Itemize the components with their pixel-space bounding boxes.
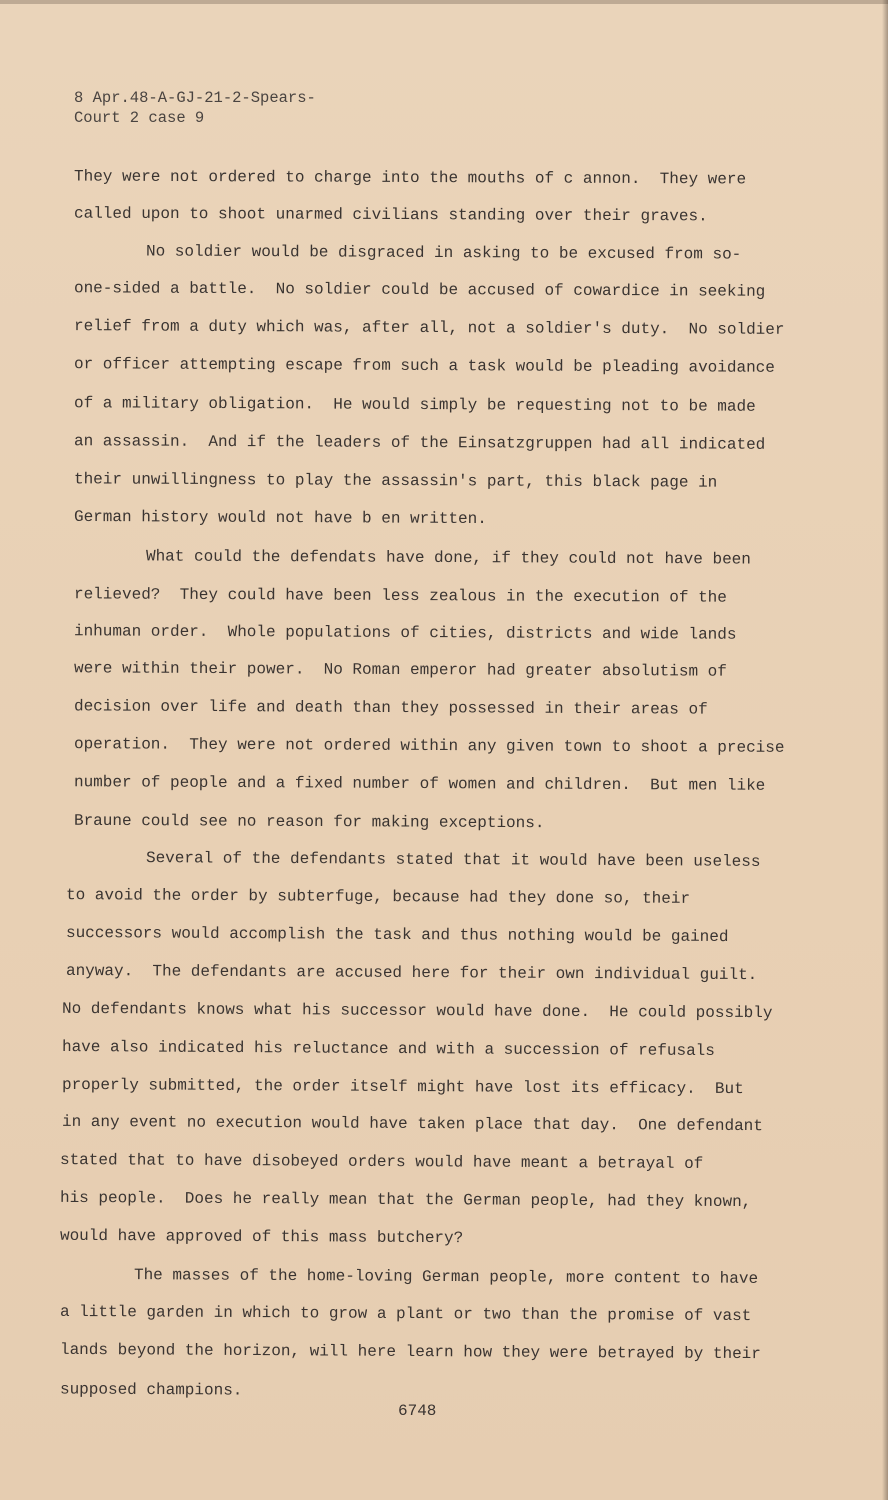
text-line: decision over life and death than they possessed in their areas of: [73, 697, 708, 719]
page-right-edge: [882, 0, 888, 1500]
text-line: No defendants knows what his successor would have done. He could possibly: [61, 999, 773, 1023]
text-line: lands beyond the horizon, will here learn how they were betrayed by their: [59, 1340, 761, 1364]
text-line: or officer attempting escape from such a task would be pleading avoidance: [73, 355, 775, 377]
text-line: were within their power. No Roman emperor had greater absolutism of: [73, 659, 727, 681]
text-line: Braune could see no reason for making exceptions.: [73, 811, 545, 833]
text-line: would have approved of this mass butchery?: [59, 1226, 464, 1248]
text-line: German history would not have b en written.: [73, 507, 487, 529]
text-line: to avoid the order by subterfuge, because had they done so, their: [65, 886, 691, 908]
text-line: have also indicated his reluctance and with a succession of refusals: [61, 1038, 715, 1060]
text-line: The masses of the home-loving German people, more content to have: [133, 1266, 759, 1288]
text-line: in any event no execution would have taken place that day. One defendant: [61, 1112, 763, 1136]
text-line: one-sided a battle. No soldier could be accused of cowardice in seeking: [73, 279, 766, 301]
text-line: called upon to shoot unarmed civilians standing over their graves.: [73, 204, 708, 226]
text-line: of a military obligation. He would simply be requesting not to be made: [73, 394, 756, 416]
header-reference: 8 Apr.48-A-GJ-21-2-Spears-: [74, 89, 316, 107]
page-top-edge: [0, 0, 888, 4]
text-line: number of people and a fixed number of women and children. But men like: [73, 773, 766, 795]
text-line: No soldier would be disgraced in asking to be excused from so-: [145, 242, 742, 264]
text-line: They were not ordered to charge into the mouths of c annon. They were: [73, 167, 747, 189]
text-line: relieved? They could have been less zealous in the execution of the: [73, 585, 727, 607]
text-line: Several of the defendants stated that it would have been useless: [145, 849, 761, 871]
document-header: [74, 88, 316, 128]
text-line: an assassin. And if the leaders of the Einsatzgruppen had all indicated: [73, 432, 766, 454]
text-line: anyway. The defendants are accused here for their own individual guilt.: [65, 961, 758, 985]
text-line: relief from a duty which was, after all, not a soldier's duty. No soldier: [73, 317, 785, 339]
text-line: his people. Does he really mean that the German people, had they known,: [59, 1188, 752, 1212]
text-line: stated that to have disobeyed orders would have meant a betrayal of: [59, 1151, 704, 1173]
text-line: supposed champions.: [59, 1380, 243, 1400]
text-line: What could the defendats have done, if they could not have been: [145, 547, 751, 569]
text-line: successors would accomplish the task and thus nothing would be gained: [65, 923, 729, 947]
text-line: inhuman order. Whole populations of cities, districts and wide lands: [73, 622, 737, 644]
text-line: their unwillingness to play the assassin's part, this black page in: [73, 470, 718, 492]
header-court-case: Court 2 case 9: [74, 109, 205, 127]
page-number: 6748: [398, 1402, 437, 1420]
text-line: a little garden in which to grow a plant or two than the promise of vast: [59, 1302, 752, 1326]
text-line: properly submitted, the order itself might have lost its efficacy. But: [61, 1075, 744, 1099]
text-line: operation. They were not ordered within any given town to shoot a precise: [73, 735, 785, 757]
